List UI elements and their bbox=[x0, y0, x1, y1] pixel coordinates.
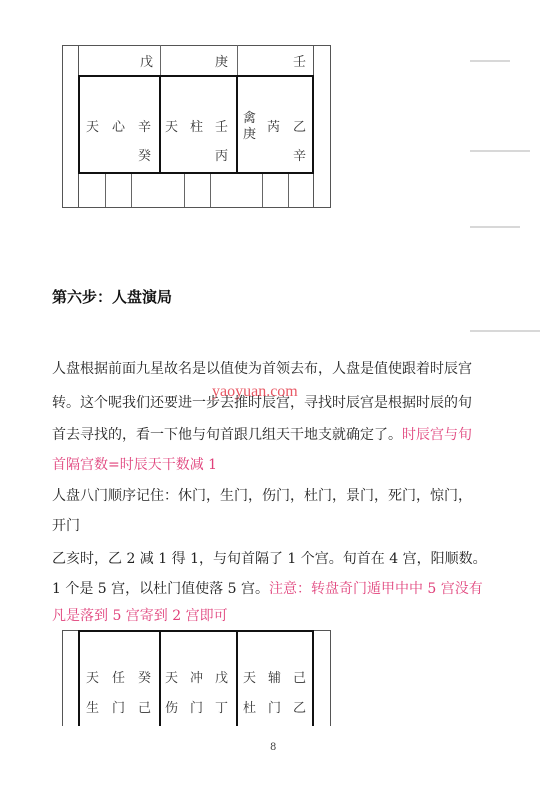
para1-line3 bbox=[52, 424, 472, 444]
b-cell3-r1-c: 己 bbox=[293, 671, 307, 686]
para2-line2: 开门 bbox=[52, 518, 80, 534]
b-cell3-r1-a: 天 bbox=[243, 671, 257, 686]
b-cell1-r2-c: 己 bbox=[138, 701, 152, 716]
header-stem-2: 庚 bbox=[215, 55, 229, 70]
para3-line2-red: 注意：转盘奇门遁甲中中 5 宫没有 bbox=[268, 581, 483, 597]
b-cell3-r2-b: 门 bbox=[268, 701, 282, 716]
page-number: 8 bbox=[270, 742, 277, 753]
para1-line4: 首隔宫数=时辰天干数减 1 bbox=[52, 457, 218, 473]
b-cell1-r1-b: 任 bbox=[112, 671, 126, 686]
bleed-mark bbox=[470, 226, 520, 228]
b-cell2-r1-a: 天 bbox=[165, 671, 179, 686]
cell3-star-top: 禽 bbox=[243, 111, 257, 126]
top-palace-table bbox=[0, 0, 548, 215]
b-cell2-r1-b: 冲 bbox=[190, 671, 204, 686]
cell1-top: 辛 bbox=[138, 120, 152, 135]
para1-line3-black: 首去寻找的，看一下他与旬首跟几组天干地支就确定了。 bbox=[52, 427, 402, 443]
section-heading: 第六步：人盘演局 bbox=[52, 288, 173, 306]
cell1-bottom: 癸 bbox=[138, 149, 152, 164]
b-cell1-r2-a: 生 bbox=[86, 701, 100, 716]
b-cell3-r2-a: 杜 bbox=[243, 701, 257, 716]
watermark-text: yaoyuan.com bbox=[212, 383, 298, 400]
cell2-star: 天 bbox=[165, 120, 179, 135]
b-cell3-r2-c: 乙 bbox=[293, 701, 307, 716]
cell2-bottom: 丙 bbox=[215, 149, 229, 164]
b-cell2-r2-b: 门 bbox=[190, 701, 204, 716]
para1-line3-red: 时辰宫与旬 bbox=[402, 427, 472, 443]
cell1-name: 心 bbox=[112, 120, 126, 135]
bleed-mark bbox=[470, 330, 540, 332]
cell3-star-bottom: 庚 bbox=[243, 127, 257, 142]
header-stem-3: 壬 bbox=[293, 55, 307, 70]
para3-line2-black: 1 个是 5 宫，以杜门值使落 5 宫。 bbox=[52, 581, 269, 597]
cell3-name: 芮 bbox=[267, 120, 281, 135]
b-cell3-r1-b: 辅 bbox=[268, 671, 282, 686]
para3-line2 bbox=[52, 578, 483, 598]
cell2-top: 壬 bbox=[215, 120, 229, 135]
b-cell2-r2-c: 丁 bbox=[215, 701, 229, 716]
cell2-name: 柱 bbox=[190, 120, 204, 135]
b-cell1-r1-a: 天 bbox=[86, 671, 100, 686]
header-stem-1: 戊 bbox=[140, 55, 154, 70]
para3-line3: 凡是落到 5 宫寄到 2 宫即可 bbox=[52, 608, 228, 624]
cell3-top: 乙 bbox=[293, 120, 307, 135]
b-cell1-r2-b: 门 bbox=[112, 701, 126, 716]
para1-line2: 转。这个呢我们还要进一步去推时辰宫，寻找时辰宫是根据时辰的旬 bbox=[52, 395, 472, 411]
bottom-palace-table bbox=[0, 620, 548, 730]
para2-line1: 人盘八门顺序记住：休门，生门，伤门，杜门，景门，死门，惊门， bbox=[52, 488, 472, 504]
b-cell1-r1-c: 癸 bbox=[138, 671, 152, 686]
cell1-star: 天 bbox=[86, 120, 100, 135]
para1-line1: 人盘根据前面九星故名是以值使为首领去布，人盘是值使跟着时辰宫 bbox=[52, 361, 472, 377]
b-cell2-r2-a: 伤 bbox=[165, 701, 179, 716]
b-cell2-r1-c: 戊 bbox=[215, 671, 229, 686]
cell3-bottom: 辛 bbox=[293, 149, 307, 164]
para3-line1: 乙亥时，乙 2 减 1 得 1，与旬首隔了 1 个宫。旬首在 4 宫，阳顺数。 bbox=[52, 551, 487, 567]
